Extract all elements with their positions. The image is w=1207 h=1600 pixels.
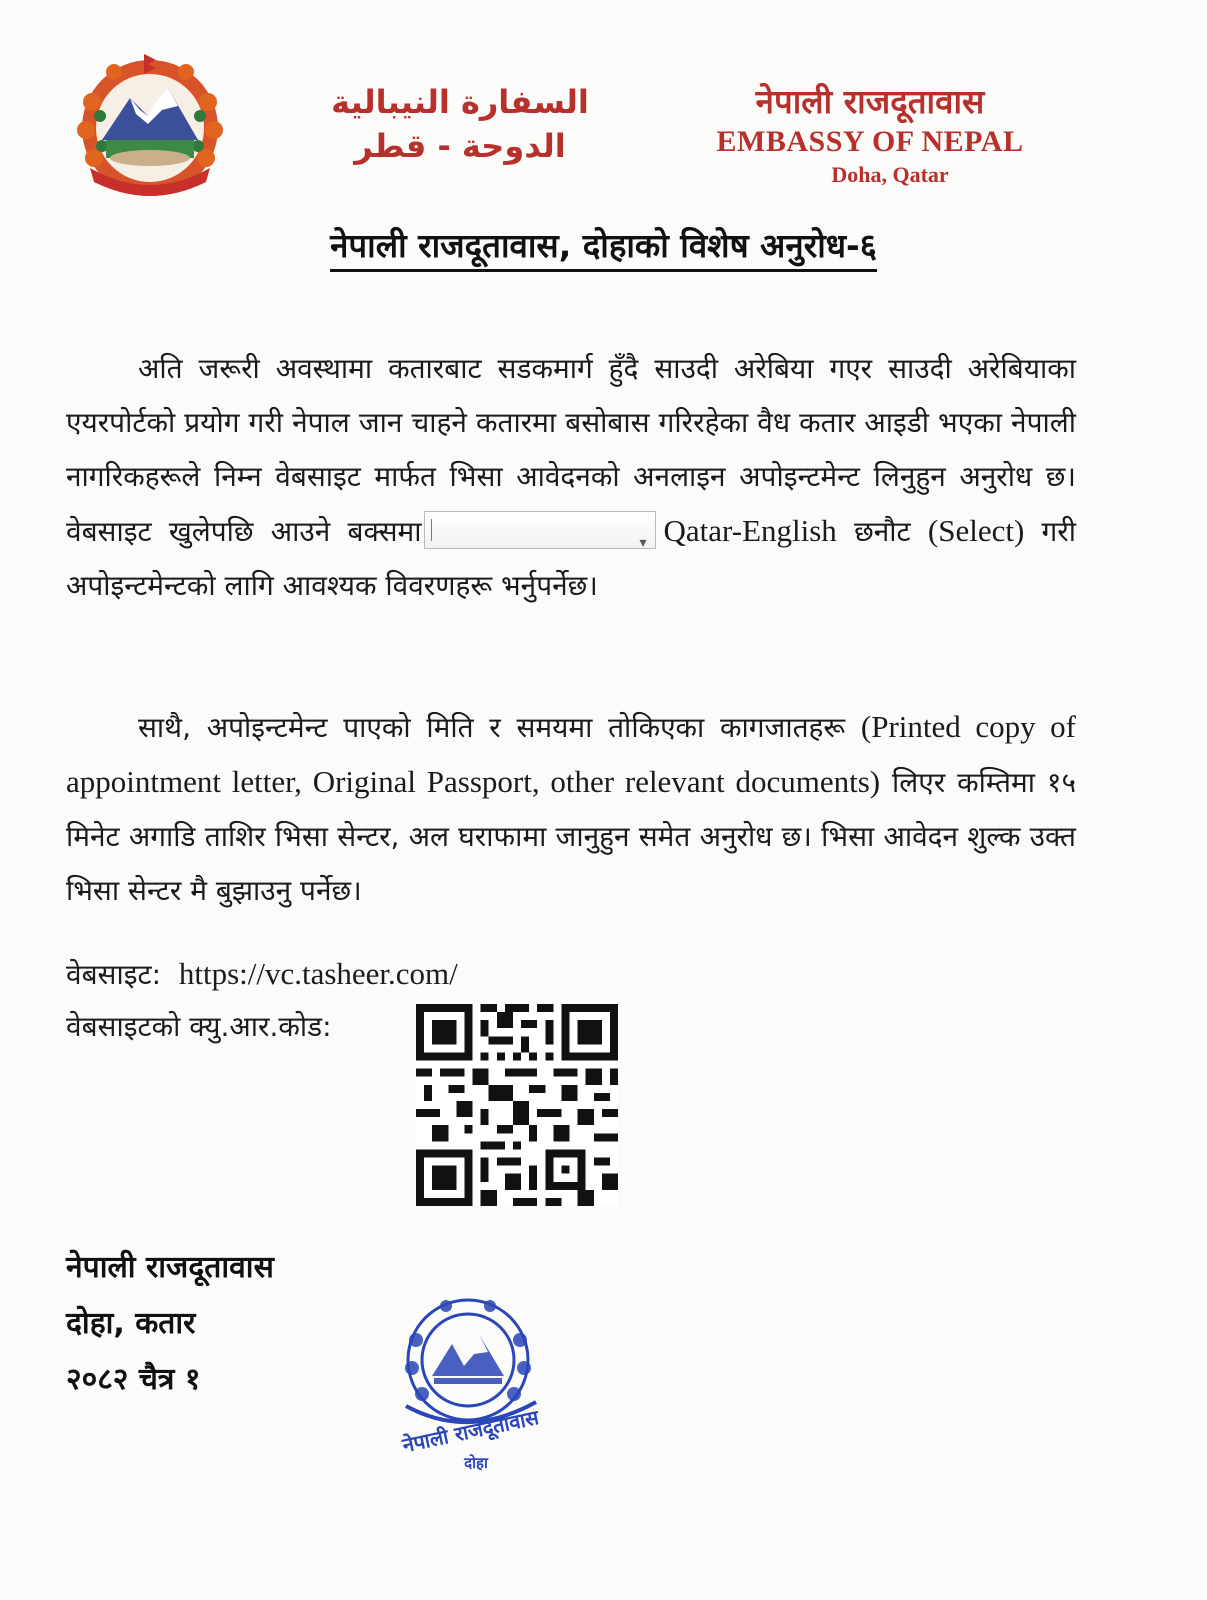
- paragraph-1-text: अति जरूरी अवस्थामा कतारबाट सडकमार्ग हुँदै साउदी अरेबिया गएर साउदी अरेबियाका एयरपोर्टको प्रयोग गरी नेपाल जान चाहने कतारमा बसोबास गरिरहेका वैध कतार आइडी भएका नेपाली नागरिकहरूले निम्न वेबसाइट मार्फत भिसा आवेदनको अनलाइन अपोइन्टमेन्ट लिनुहुन अनुरोध छ। वेबसाइट खुलेपछि आउने बक्समा: [66, 352, 1076, 548]
- chevron-down-icon: ▾: [639, 535, 647, 551]
- documents-list: (Printed copy of appointment letter, Original Passport, other relevant documents): [66, 709, 1076, 799]
- select-word: छनौट: [854, 515, 911, 548]
- website-block: [66, 948, 458, 1053]
- website-label: वेबसाइट:: [66, 958, 162, 991]
- paragraph-1: [66, 342, 1076, 613]
- arabic-embassy-name: السفارة النيبالية: [331, 83, 589, 121]
- paragraph-2-text: साथै, अपोइन्टमेन्ट पाएको मिति र समयमा तोकिएका कागजातहरू: [138, 711, 846, 744]
- country-select-box: [424, 511, 656, 549]
- letterhead-city: Doha, Qatar: [831, 162, 949, 187]
- english-letterhead: [690, 80, 1050, 190]
- nepali-embassy-name: नेपाली राजदूतावास: [755, 82, 985, 121]
- signature-embassy: नेपाली राजदूतावास: [66, 1250, 274, 1285]
- qr-code-label: वेबसाइटको क्यु.आर.कोड:: [66, 1010, 332, 1043]
- signature-city: दोहा, कतार: [66, 1306, 196, 1341]
- website-url[interactable]: https://vc.tasheer.com/: [178, 956, 458, 991]
- qatar-english-option: Qatar-English: [663, 513, 837, 548]
- signature-block: [66, 1240, 274, 1408]
- stamp-text: नेपाली राजदूतावास: [400, 1405, 541, 1458]
- page-title: [0, 222, 1207, 267]
- paragraph-2: [66, 700, 1076, 918]
- qr-code-icon[interactable]: [416, 1004, 618, 1206]
- arabic-city: الدوحة - قطر: [354, 127, 566, 165]
- select-english-word: (Select): [927, 513, 1025, 548]
- stamp-subtext: दोहा: [464, 1454, 488, 1472]
- arabic-letterhead: [310, 80, 610, 168]
- embassy-stamp-icon: [376, 1290, 576, 1480]
- paragraph-2-tail: लिएर कम्तिमा १५ मिनेट अगाडि ताशिर भिसा सेन्टर, अल घराफामा जानुहुन समेत अनुरोध छ। भिसा आवेदन शुल्क उक्त भिसा सेन्टर मै बुझाउनु पर्नेछ।: [66, 766, 1077, 907]
- english-embassy-name: EMBASSY OF NEPAL: [716, 125, 1024, 158]
- signature-date: २०८२ चैत्र १: [66, 1362, 201, 1397]
- paragraph-1-tail: गरी अपोइन्टमेन्टको लागि आवश्यक विवरणहरू भर्नुपर्नेछ।: [66, 515, 1077, 602]
- page-title-text: नेपाली राजदूतावास, दोहाको विशेष अनुरोध-६: [330, 226, 877, 272]
- nepal-emblem-icon: [70, 50, 230, 200]
